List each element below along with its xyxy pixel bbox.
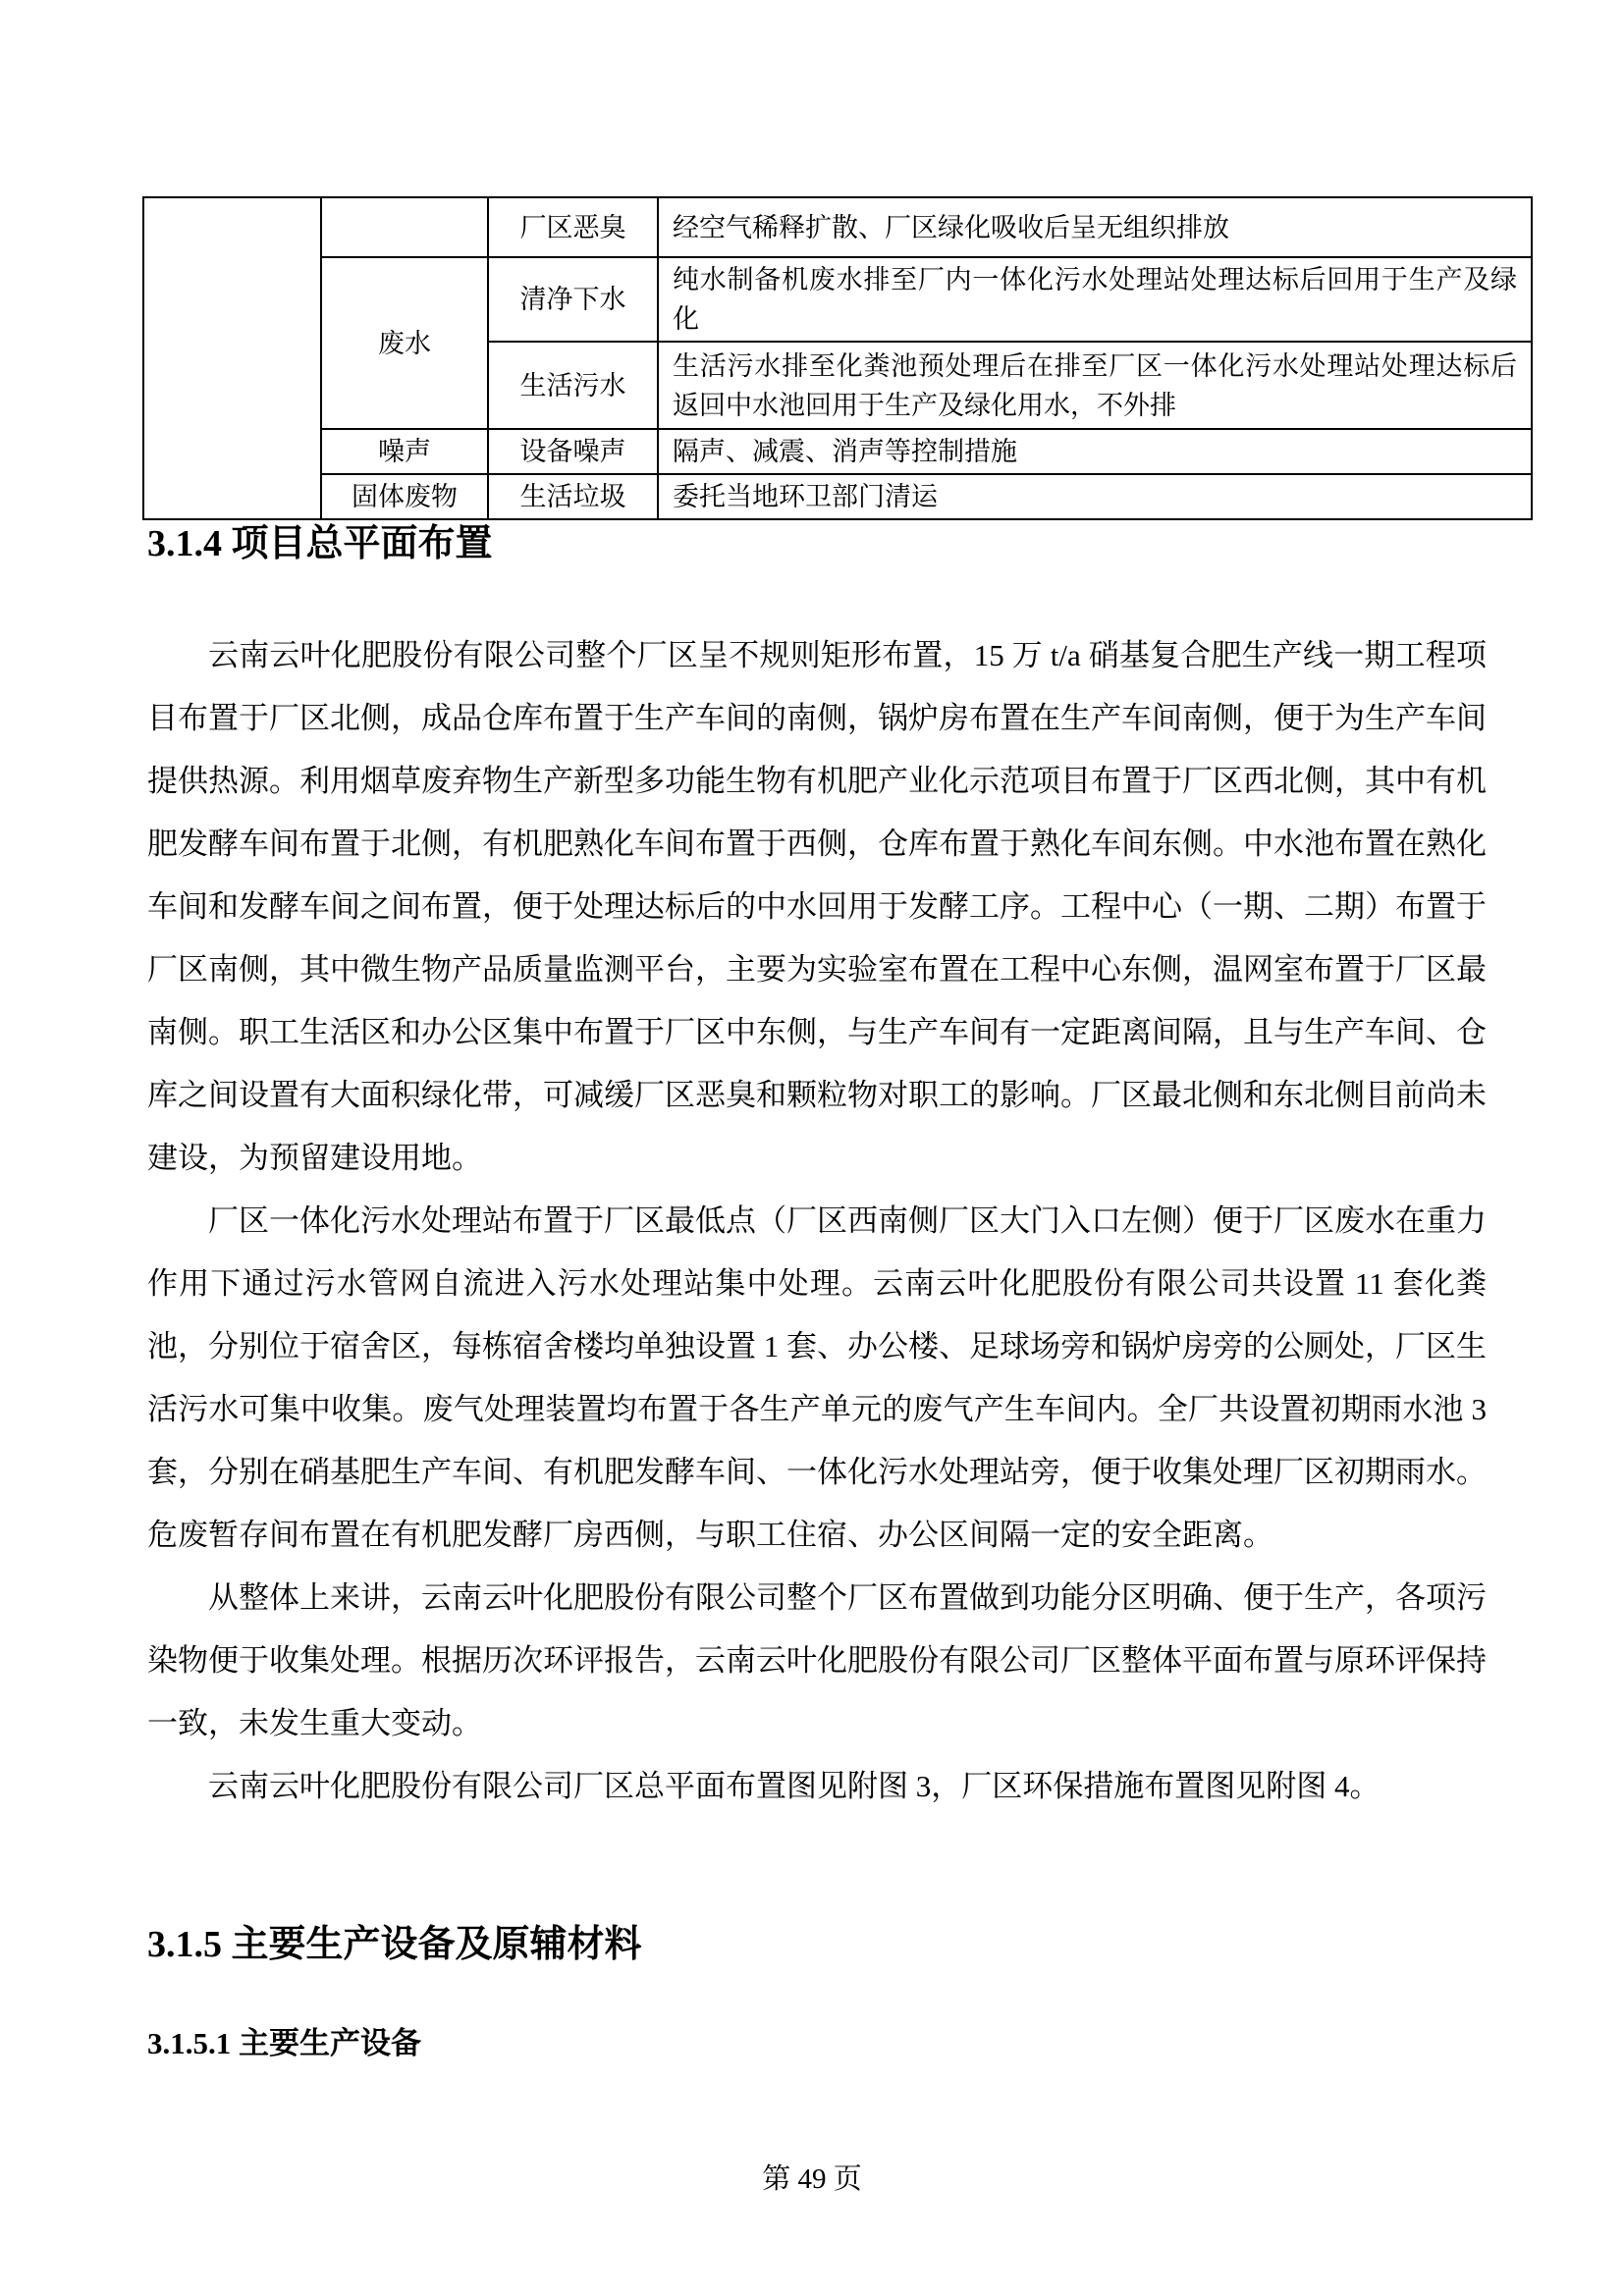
table-cell-group bbox=[321, 197, 488, 257]
env-measures-table bbox=[142, 196, 1533, 520]
table-cell-group: 固体废物 bbox=[321, 474, 488, 519]
table-row bbox=[143, 429, 1532, 474]
table-cell-measure: 委托当地环卫部门清运 bbox=[658, 474, 1532, 519]
table-cell-measure: 纯水制备机废水排至厂内一体化污水处理站处理达标后回用于生产及绿化 bbox=[658, 257, 1532, 342]
section-body-3-1-4 bbox=[147, 624, 1487, 1818]
page-number-footer: 第 49 页 bbox=[762, 2163, 862, 2195]
table-row bbox=[143, 474, 1532, 519]
paragraph: 云南云叶化肥股份有限公司整个厂区呈不规则矩形布置，15 万 t/a 硝基复合肥生产线一期工程项目布置于厂区北侧，成品仓库布置于生产车间的南侧，锅炉房布置在生产车间南侧，便于为生产车间提供热源。利用烟草废弃物生产新型多功能生物有机肥产业化示范项目布置于厂区西北侧，其中有机肥发酵车间布置于北侧，有机肥熟化车间布置于西侧，仓库布置于熟化车间东侧。中水池布置在熟化车间和发酵车间之间布置，便于处理达标后的中水回用于发酵工序。工程中心（一期、二期）布置于厂区南侧，其中微生物产品质量监测平台，主要为实验室布置在工程中心东侧，温网室布置于厂区最南侧。职工生活区和办公区集中布置于厂区中东侧，与生产车间有一定距离间隔，且与生产车间、仓库之间设置有大面积绿化带，可减缓厂区恶臭和颗粒物对职工的影响。厂区最北侧和东北侧目前尚未建设，为预留建设用地。 bbox=[147, 638, 1487, 1175]
paragraph: 云南云叶化肥股份有限公司厂区总平面布置图见附图 3，厂区环保措施布置图见附图 4。 bbox=[208, 1769, 1380, 1803]
table-cell-item: 清净下水 bbox=[488, 257, 658, 342]
paragraph: 从整体上来讲，云南云叶化肥股份有限公司整个厂区布置做到功能分区明确、便于生产，各项污染物便于收集处理。根据历次环评报告，云南云叶化肥股份有限公司厂区整体平面布置与原环评保持一致，未发生重大变动。 bbox=[147, 1580, 1487, 1740]
table-cell-item: 生活污水 bbox=[488, 342, 658, 429]
table-cell-item: 厂区恶臭 bbox=[488, 197, 658, 257]
section-heading-3-1-4: 3.1.4 项目总平面布置 bbox=[147, 523, 493, 564]
table-cell-measure: 生活污水排至化粪池预处理后在排至厂区一体化污水处理站处理达标后返回中水池回用于生产及绿化用水，不外排 bbox=[658, 342, 1532, 429]
table-cell-category bbox=[143, 197, 321, 519]
env-measures-table-wrap bbox=[142, 196, 1517, 520]
section-heading-3-1-5: 3.1.5 主要生产设备及原辅材料 bbox=[147, 1924, 642, 1965]
table-cell-group: 废水 bbox=[321, 257, 488, 429]
table-cell-measure: 隔声、减震、消声等控制措施 bbox=[658, 429, 1532, 474]
table-cell-item: 生活垃圾 bbox=[488, 474, 658, 519]
table-row bbox=[143, 197, 1532, 257]
section-heading-3-1-5-1: 3.1.5.1 主要生产设备 bbox=[147, 2026, 421, 2060]
table-row bbox=[143, 257, 1532, 342]
table-cell-group: 噪声 bbox=[321, 429, 488, 474]
table-cell-measure: 经空气稀释扩散、厂区绿化吸收后呈无组织排放 bbox=[658, 197, 1532, 257]
table-cell-item: 设备噪声 bbox=[488, 429, 658, 474]
paragraph: 厂区一体化污水处理站布置于厂区最低点（厂区西南侧厂区大门入口左侧）便于厂区废水在重力作用下通过污水管网自流进入污水处理站集中处理。云南云叶化肥股份有限公司共设置 11 套化粪池，分别位于宿舍区，每栋宿舍楼均单独设置 1 套、办公楼、足球场旁和锅炉房旁的公厕处，厂区生活污水可集中收集。废气处理装置均布置于各生产单元的废气产生车间内。全厂共设置初期雨水池 3 套，分别在硝基肥生产车间、有机肥发酵车间、一体化污水处理站旁，便于收集处理厂区初期雨水。危废暂存间布置在有机肥发酵厂房西侧，与职工住宿、办公区间隔一定的安全距离。 bbox=[147, 1203, 1487, 1552]
